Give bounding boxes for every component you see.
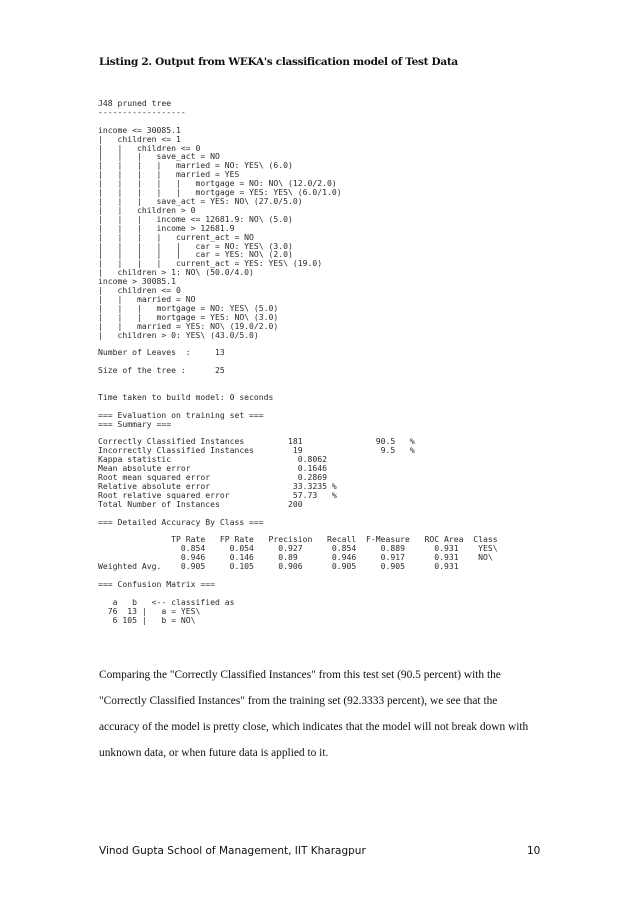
listing-line: === Evaluation on training set === — [98, 409, 264, 420]
listing-line: 6 105 | b = NO\ — [98, 614, 196, 625]
listing-line: | | | | current_act = NO — [98, 231, 254, 242]
listing-line: | | | mortgage = NO: YES\ (5.0) — [98, 302, 279, 313]
paragraph-line: "Correctly Classified Instances" from the training set (92.3333 percent), we see that the — [99, 695, 498, 707]
listing-line: Mean absolute error 0.1646 — [98, 463, 328, 474]
paragraph-line: Comparing the "Correctly Classified Instances" from this test set (90.5 percent) with the — [99, 669, 501, 681]
listing-line: ------------------ — [98, 106, 186, 117]
listing-line: J48 pruned tree — [98, 98, 172, 108]
listing-line: Number of Leaves : 13 — [98, 347, 225, 358]
listing-line: Relative absolute error 33.3235 % — [98, 480, 337, 491]
page-number: 10 — [527, 845, 541, 857]
listing-line: Incorrectly Classified Instances 19 9.5 % — [98, 445, 415, 456]
listing-line: === Detailed Accuracy By Class === — [98, 516, 264, 527]
listing-line: income > 30085.1 — [98, 276, 176, 287]
listing-line: TP Rate FP Rate Precision Recall F-Measure ROC Area Class — [98, 534, 498, 545]
listing-line: === Confusion Matrix === — [98, 578, 215, 589]
body-paragraph — [99, 662, 539, 766]
weka-output-listing — [98, 99, 498, 624]
listing-line: | | | | | mortgage = NO: NO\ (12.0/2.0) — [98, 178, 337, 189]
listing-line: Root mean squared error 0.2869 — [98, 472, 328, 483]
listing-line: | | | | | mortgage = YES: YES\ (6.0/1.0) — [98, 187, 342, 198]
listing-line: | | | | married = NO: YES\ (6.0) — [98, 160, 293, 171]
listing-line: 0.854 0.054 0.927 0.854 0.889 0.931 YES\ — [98, 543, 498, 554]
listing-line: | | | mortgage = YES: NO\ (3.0) — [98, 311, 279, 322]
listing-line: | | | save_act = NO — [98, 151, 220, 162]
listing-line: | | children > 0 — [98, 204, 196, 215]
listing-line: a b <-- classified as — [98, 596, 235, 607]
listing-caption: Listing 2. Output from WEKA's classification model of Test Data — [99, 56, 458, 68]
listing-line: | children > 0: YES\ (43.0/5.0) — [98, 329, 259, 340]
listing-line: | | | | current_act = YES: YES\ (19.0) — [98, 258, 323, 269]
listing-line: | children <= 0 — [98, 285, 181, 296]
footer-school-name: Vinod Gupta School of Management, IIT Kharagpur — [99, 845, 366, 857]
listing-line: Kappa statistic 0.8062 — [98, 454, 328, 465]
listing-line: Total Number of Instances 200 — [98, 498, 303, 509]
listing-line: 76 13 | a = YES\ — [98, 605, 201, 616]
listing-line: | | | save_act = YES: NO\ (27.0/5.0) — [98, 195, 303, 206]
paragraph-line: accuracy of the model is pretty close, which indicates that the model will not break down with — [99, 721, 529, 733]
listing-line: | | married = YES: NO\ (19.0/2.0) — [98, 320, 279, 331]
listing-line: | children > 1: NO\ (50.0/4.0) — [98, 267, 254, 278]
listing-line: | | | | | car = YES: NO\ (2.0) — [98, 249, 293, 260]
listing-line: income <= 30085.1 — [98, 124, 181, 135]
listing-line: Weighted Avg. 0.905 0.105 0.906 0.905 0.905 0.931 — [98, 561, 459, 572]
listing-line: | | | | | car = NO: YES\ (3.0) — [98, 240, 293, 251]
listing-line: | | | income <= 12681.9: NO\ (5.0) — [98, 213, 293, 224]
listing-line: === Summary === — [98, 418, 172, 429]
listing-line: Size of the tree : 25 — [98, 365, 225, 376]
listing-line: | children <= 1 — [98, 133, 181, 144]
paragraph-line: unknown data, or when future data is applied to it. — [99, 747, 329, 759]
listing-line: Root relative squared error 57.73 % — [98, 489, 337, 500]
listing-line: | | children <= 0 — [98, 142, 201, 153]
listing-line: Time taken to build model: 0 seconds — [98, 391, 274, 402]
listing-line: | | married = NO — [98, 293, 196, 304]
listing-line: 0.946 0.146 0.89 0.946 0.917 0.931 NO\ — [98, 552, 493, 563]
listing-line: Correctly Classified Instances 181 90.5 % — [98, 436, 415, 447]
listing-line: | | | income > 12681.9 — [98, 222, 235, 233]
listing-line: | | | | married = YES — [98, 169, 240, 180]
